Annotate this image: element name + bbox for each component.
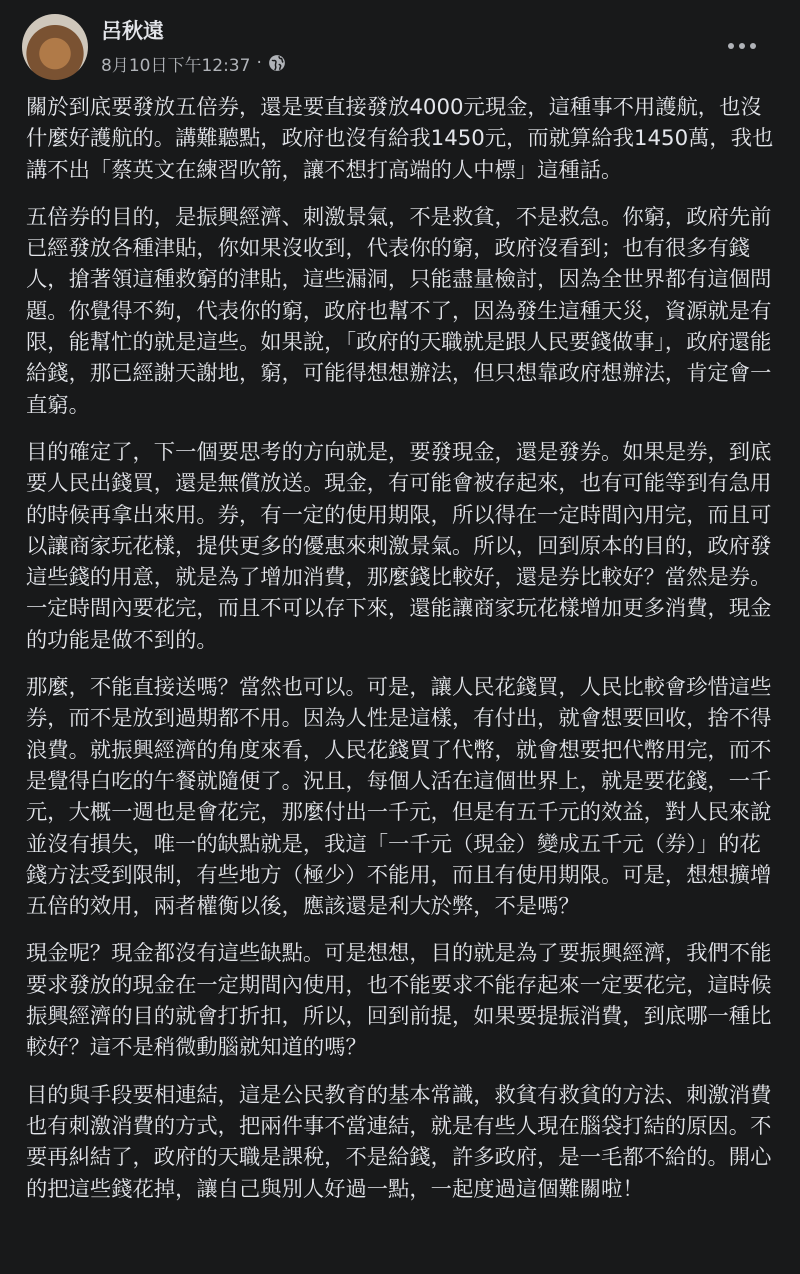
avatar[interactable] xyxy=(22,14,88,80)
globe-icon[interactable] xyxy=(268,54,286,72)
post-paragraph: 現金呢？現金都沒有這些缺點。可是想想，目的就是為了要振興經濟，我們不能要求發放的現金在一定期間內使用，也不能要求不能存起來一定要花完，這時候振興經濟的目的就會打折扣，所以，回到前提，如果要提振消費，到底哪一種比較好？這不是稍微動腦就知道的嗎？ xyxy=(26,941,772,1061)
post-paragraph: 目的確定了，下一個要思考的方向就是，要發現金，還是發券。如果是券，到底要人民出錢買，還是無償放送。現金，有可能會被存起來，也有可能等到有急用的時候再拿出來用。券，有一定的使用期限，所以得在一定時間內用完，而且可以讓商家玩花樣，提供更多的優惠來刺激景氣。所以，回到原本的目的，政府發這些錢的用意，就是為了增加消費，那麼錢比較好，還是券比較好？當然是券。一定時間內要花完，而且不可以存下來，還能讓商家玩花樣增加更多消費，現金的功能是做不到的。 xyxy=(26,439,772,653)
more-options-button[interactable] xyxy=(722,32,762,60)
post-timestamp[interactable]: 8月10日下午12:37 xyxy=(101,55,251,76)
author-name[interactable]: 呂秋遠 xyxy=(101,19,164,43)
more-dot xyxy=(739,43,745,49)
more-dot xyxy=(728,43,734,49)
post-meta xyxy=(101,51,286,75)
post-header xyxy=(0,0,800,90)
post-body xyxy=(26,92,778,1221)
post-paragraph: 關於到底要發放五倍券，還是要直接發放4000元現金，這種事不用護航，也沒什麼好護航的。講難聽點，政府也沒有給我1450元，而就算給我1450萬，我也講不出「蔡英文在練習吹箭，讓不想打高端的人中標」這種話。 xyxy=(26,95,774,183)
post-paragraph: 五倍券的目的，是振興經濟、刺激景氣，不是救貧，不是救急。你窮，政府先前已經發放各種津貼，你如果沒收到，代表你的窮，政府沒看到；也有很多有錢人，搶著領這種救窮的津貼，這些漏洞，只能盡量檢討，因為全世界都有這個問題。你覺得不夠，代表你的窮，政府也幫不了，因為發生這種天災，資源就是有限，能幫忙的就是這些。如果說，「政府的天職就是跟人民要錢做事」，政府還能給錢，那已經謝天謝地，窮，可能得想想辦法，但只想靠政府想辦法，肯定會一直窮。 xyxy=(26,204,772,418)
post-paragraph: 目的與手段要相連結，這是公民教育的基本常識，救貧有救貧的方法、刺激消費也有刺激消費的方式，把兩件事不當連結，就是有些人現在腦袋打結的原因。不要再糾結了，政府的天職是課稅，不是給錢，許多政府，是一毛都不給的。開心的把這些錢花掉，讓自己與別人好過一點，一起度過這個難關啦！ xyxy=(26,1082,772,1202)
post-paragraph: 那麼，不能直接送嗎？當然也可以。可是，讓人民花錢買，人民比較會珍惜這些券，而不是放到過期都不用。因為人性是這樣，有付出，就會想要回收，捨不得浪費。就振興經濟的角度來看，人民花錢買了代幣，就會想要把代幣用完，而不是覺得白吃的午餐就隨便了。況且，每個人活在這個世界上，就是要花錢，一千元，大概一週也是會花完，那麼付出一千元，但是有五千元的效益，對人民來說並沒有損失，唯一的缺點就是，我這「一千元（現金）變成五千元（券）」的花錢方法受到限制，有些地方（極少）不能用，而且有使用期限。可是，想想擴增五倍的效用，兩者權衡以後，應該還是利大於弊，不是嗎？ xyxy=(26,675,772,920)
meta-separator: · xyxy=(256,53,262,73)
more-dot xyxy=(750,43,756,49)
